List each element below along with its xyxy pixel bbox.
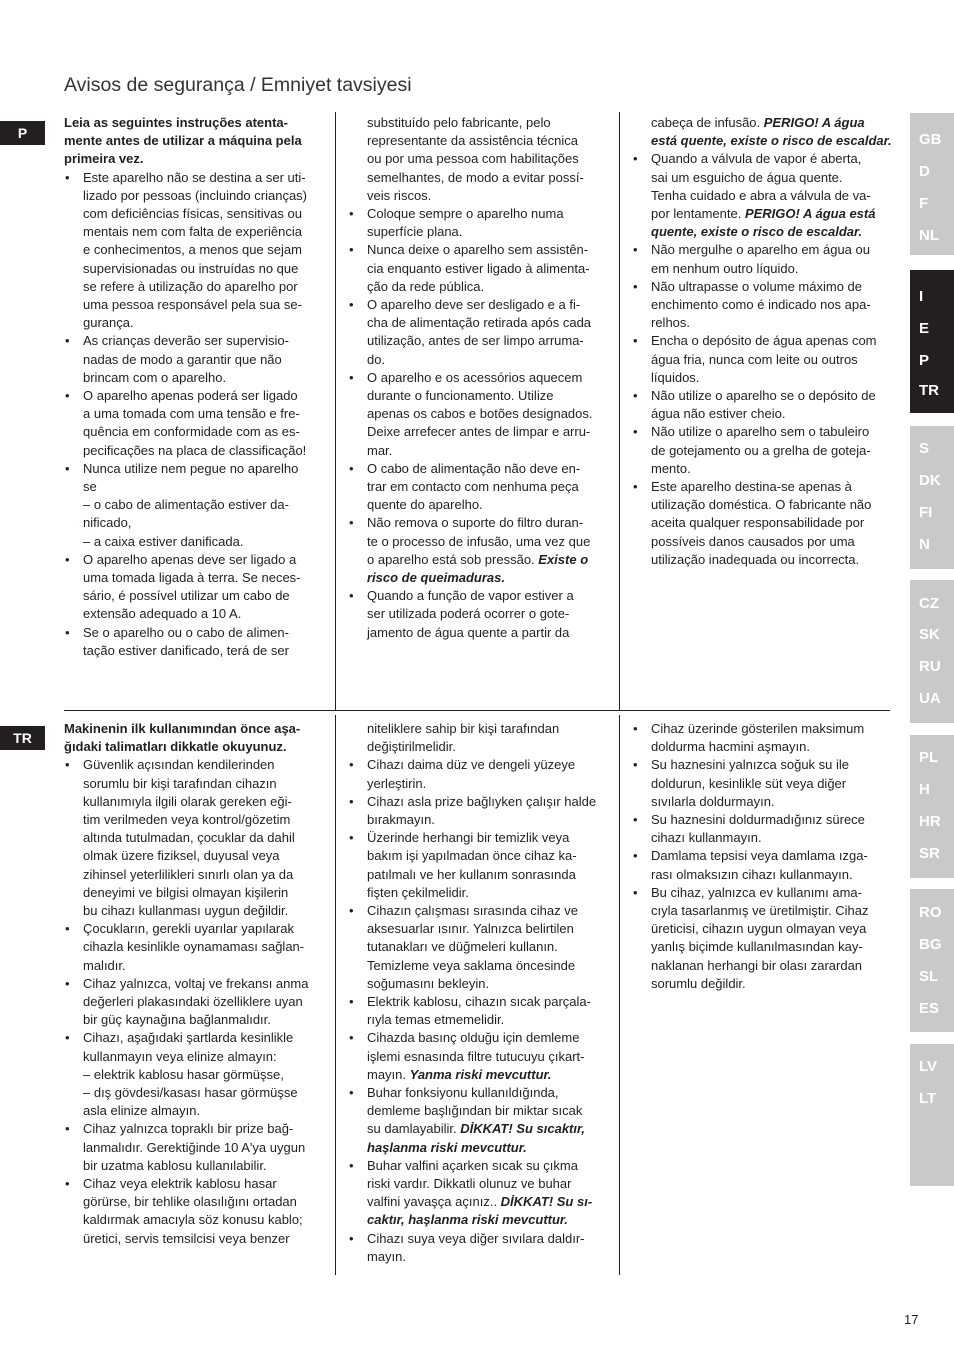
list-item xyxy=(348,1029,610,1084)
lang-item-bg[interactable]: BG xyxy=(919,936,942,953)
list-item: • Não utilize o aparelho sem o tabuleiro de gotejamento ou a grelha de goteja- mento. xyxy=(632,423,894,478)
lang-item-d[interactable]: D xyxy=(919,163,930,180)
list-item: • O aparelho e os acessórios aquecem durante o funcionamento. Utilize apenas os cabos e botões designados. Deixe arrefecer antes de limpar e arru- mar. xyxy=(348,369,610,460)
lang-item-dk[interactable]: DK xyxy=(919,472,941,489)
column-divider xyxy=(335,112,336,710)
lang-item-s[interactable]: S xyxy=(919,440,930,457)
list-item: • Nunca deixe o aparelho sem assistên- cia enquanto estiver ligado à alimenta- ção da rede pública. xyxy=(348,241,610,296)
language-group-5 xyxy=(910,735,954,878)
item-text: Não remova o suporte do filtro duran- te o processo de infusão, uma vez que o aparelho está sob pressão. xyxy=(367,515,591,567)
lang-item-tr[interactable]: TR xyxy=(919,382,939,399)
lang-item-sr[interactable]: SR xyxy=(919,845,940,862)
language-group-1 xyxy=(910,113,954,255)
list-item: • O aparelho deve ser desligado e a fi- cha de alimentação retirada após cada utilização, antes de ser limpo arruma- do. xyxy=(348,296,610,369)
list-item xyxy=(348,514,610,587)
lang-item-es[interactable]: ES xyxy=(919,1000,940,1017)
list-item: • Su haznesini doldurmadığınız sürece cihazı kullanmayın. xyxy=(632,811,894,847)
p-column-2 xyxy=(348,114,610,642)
tr-intro: Makinenin ilk kullanımından önce aşa- ğıdaki talimatları dikkatle okuyunuz. xyxy=(64,721,301,755)
list-item: • Elektrik kablosu, cihazın sıcak parçala- rıyla temas etmemelidir. xyxy=(348,993,610,1029)
list-item: • Cihaz yalnızca topraklı bir prize bağ- lanmalıdır. Gerektiğinde 10 A'ya uygun bir uzatma kablosu kullanılabilir. xyxy=(64,1120,326,1175)
language-group-7 xyxy=(910,1044,954,1186)
list-item: • Cihaz veya elektrik kablosu hasar görürse, bir tehlike olasılığını ortadan kaldırmak amacıyla söz konusu kablo; üretici, servis temsilcisi veya benzer xyxy=(64,1175,326,1248)
item-text: Quando a válvula de vapor é aberta, sai um esguicho de água quente. Tenha cuidado e abra a válvula de va- por lentamente. xyxy=(651,151,871,222)
list-item: • Cihazı daima düz ve dengeli yüzeye yerleştirin. xyxy=(348,756,610,792)
warning-text: PERIGO! A água está quente, existe o risco de escaldar. xyxy=(651,115,892,149)
list-item: • Encha o depósito de água apenas com água fria, nunca com leite ou outros líquidos. xyxy=(632,332,894,387)
list-item: • O aparelho apenas poderá ser ligado a uma tomada com uma tensão e fre- quência em conformidade com as es- pecificações na placa de classificação! xyxy=(64,387,326,460)
list-item xyxy=(348,1084,610,1157)
item-text: Buhar valfini açarken sıcak su çıkma riski vardır. Dikkatli olunuz ve buhar valfini yavaşça açınız.. xyxy=(367,1157,578,1210)
lang-item-h[interactable]: H xyxy=(919,781,930,798)
page-number: 17 xyxy=(904,1312,919,1327)
list-item: • Cihazı asla prize bağlıyken çalışır halde bırakmayın. xyxy=(348,793,610,829)
lang-item-e[interactable]: E xyxy=(919,320,930,337)
lang-item-gb[interactable]: GB xyxy=(919,131,942,148)
language-group-3 xyxy=(910,426,954,569)
list-item-continued: substituído pelo fabricante, pelo representante da assistência técnica ou por uma pessoa com habilitações semelhantes, de modo a evitar possí- veis riscos. xyxy=(367,115,584,203)
warning-text: Yanma riski mevcuttur. xyxy=(409,1066,552,1082)
warning-text: Existe o risco de queimaduras. xyxy=(367,551,589,586)
column-divider xyxy=(619,112,620,710)
lang-item-n[interactable]: N xyxy=(919,536,930,553)
list-item: • Cihaz yalnızca, voltaj ve frekansı anma değerleri plakasındaki özelliklere uyan bir güç kaynağına bağlanmalıdır. xyxy=(64,975,326,1030)
list-item: • Não utilize o aparelho se o depósito de água não estiver cheio. xyxy=(632,387,894,423)
column-divider xyxy=(335,715,336,1275)
list-item: • Bu cihaz, yalnızca ev kullanımı ama- cıyla tasarlanmış ve üretilmiştir. Cihaz üreticisi, cihazın uygun olmayan veya yanlış biçimde kullanılmasından kay- naklanan herhangi bir olası zarardan sorumlu değildir. xyxy=(632,884,894,993)
lang-item-hr[interactable]: HR xyxy=(919,813,941,830)
lang-item-ru[interactable]: RU xyxy=(919,658,941,675)
lang-item-lt[interactable]: LT xyxy=(919,1090,937,1107)
page-title: Avisos de segurança / Emniyet tavsiyesi xyxy=(64,74,412,96)
warning-text: PERIGO! A água está quente, existe o risco de escaldar. xyxy=(651,206,876,240)
list-item: • Nunca utilize nem pegue no aparelho se – o cabo de alimentação estiver da- nificado, – a caixa estiver danificada. xyxy=(64,460,326,551)
list-item xyxy=(632,150,894,241)
lang-item-pl[interactable]: PL xyxy=(919,749,939,766)
list-item xyxy=(348,1157,610,1230)
section-badge-p: P xyxy=(0,121,45,145)
lang-item-cz[interactable]: CZ xyxy=(919,595,939,612)
list-item: • Este aparelho destina-se apenas à utilização doméstica. O fabricante não aceita qualquer responsabilidade por possíveis danos causados por uma utilização inadequada ou incorrecta. xyxy=(632,478,894,569)
column-divider xyxy=(619,715,620,1275)
language-group-4 xyxy=(910,580,954,723)
list-item-continued xyxy=(632,114,894,150)
list-item: • Não ultrapasse o volume máximo de enchimento como é indicado nos apa- relhos. xyxy=(632,278,894,333)
language-group-6 xyxy=(910,889,954,1032)
lang-item-ua[interactable]: UA xyxy=(919,690,941,707)
p-column-1 xyxy=(64,114,326,660)
list-item: • O cabo de alimentação não deve en- trar em contacto com nenhuma peça quente do aparelho. xyxy=(348,460,610,515)
list-item: • O aparelho apenas deve ser ligado a uma tomada ligada à terra. Se neces- sário, é possível utilizar um cabo de extensão adequado a 10 A. xyxy=(64,551,326,624)
list-item: • Cihaz üzerinde gösterilen maksimum doldurma hacmini aşmayın. xyxy=(632,720,894,756)
list-item: • Damlama tepsisi veya damlama ızga- rası olmaksızın cihazı kullanmayın. xyxy=(632,847,894,883)
tr-column-2 xyxy=(348,720,610,1266)
lang-item-p[interactable]: P xyxy=(919,352,930,369)
lang-item-i[interactable]: I xyxy=(919,288,924,305)
list-item: • Quando a função de vapor estiver a ser utilizada poderá ocorrer o gote- jamento de água quente a partir da xyxy=(348,587,610,642)
list-item: • Güvenlik açısından kendilerinden sorumlu bir kişi tarafından cihazın kullanımıyla ilgili olarak gereken eği- tim verilmeden veya kontrol/gözetim altında tutulmadan, çocuklar da dahil olmak üzere fiziksel, duyusal veya zihinsel yeterlilikleri sınırlı olan ya da deneyimi ve bilgisi olmayan kişilerin bu cihazı kullanması uygun değildir. xyxy=(64,756,326,920)
list-item: • Cihazın çalışması sırasında cihaz ve aksesuarlar ısınır. Yalnızca belirtilen tutanakları ve düğmeleri kullanın. Temizleme veya saklama öncesinde soğumasını bekleyin. xyxy=(348,902,610,993)
list-item: • Este aparelho não se destina a ser uti- lizado por pessoas (incluindo crianças) com deficiências físicas, sensitivas ou mentais nem com falta de experiência e conhecimentos, a menos que sejam supervisionadas ou instruídas no que se refere à utilização do aparelho por uma pessoa responsável pela sua se- gurança. xyxy=(64,169,326,333)
section-badge-tr: TR xyxy=(0,726,45,750)
lang-item-lv[interactable]: LV xyxy=(919,1058,938,1075)
list-item-continued: niteliklere sahip bir kişi tarafından değiştirilmelidir. xyxy=(367,721,560,755)
section-divider xyxy=(64,710,890,711)
p-intro: Leia as seguintes instruções atenta- mente antes de utilizar a máquina pela primeira vez. xyxy=(64,115,302,167)
item-text: Buhar fonksiyonu kullanıldığında, demleme başlığından bir miktar sıcak su damlayabilir. xyxy=(367,1085,583,1137)
warning-text: DİKKAT! Su sı- caktır, haşlanma riski mevcuttur. xyxy=(367,1194,593,1228)
lang-item-sl[interactable]: SL xyxy=(919,968,939,985)
warning-text: DİKKAT! Su sıcaktır, haşlanma riski mevcuttur. xyxy=(367,1121,585,1155)
list-item: • Cihazı suya veya diğer sıvılara daldır- mayın. xyxy=(348,1230,610,1266)
list-item: • Cihazı, aşağıdaki şartlarda kesinlikle kullanmayın veya elinize almayın: – elektrik kablosu hasar görmüşse, – dış gövdesi/kasası hasar görmüşse asla elinize almayın. xyxy=(64,1029,326,1120)
language-group-2 xyxy=(910,270,954,413)
item-text: cabeça de infusão. xyxy=(651,115,764,130)
list-item: • Não mergulhe o aparelho em água ou em nenhum outro líquido. xyxy=(632,241,894,277)
item-text: Cihazda basınç olduğu için demleme işlemi esnasında filtre tutucuyu çıkart- mayın. xyxy=(367,1030,585,1082)
list-item: • Se o aparelho ou o cabo de alimen- tação estiver danificado, terá de ser xyxy=(64,624,326,660)
tr-column-1 xyxy=(64,720,326,1248)
lang-item-ro[interactable]: RO xyxy=(919,904,942,921)
p-column-3 xyxy=(632,114,894,569)
lang-item-f[interactable]: F xyxy=(919,195,929,212)
list-item: • Çocukların, gerekli uyarılar yapılarak cihazla kesinlikle oynamaması sağlan- malıdır. xyxy=(64,920,326,975)
list-item: • Coloque sempre o aparelho numa superfície plana. xyxy=(348,205,610,241)
list-item: • As crianças deverão ser supervisio- nadas de modo a garantir que não brincam com o aparelho. xyxy=(64,332,326,387)
lang-item-nl[interactable]: NL xyxy=(919,227,939,244)
list-item: • Üzerinde herhangi bir temizlik veya bakım işi yapılmadan önce cihaz ka- patılmalı ve her kullanım sonrasında fişten çekilmelidir. xyxy=(348,829,610,902)
lang-item-fi[interactable]: FI xyxy=(919,504,933,521)
tr-column-3 xyxy=(632,720,894,993)
lang-item-sk[interactable]: SK xyxy=(919,626,940,643)
list-item: • Su haznesini yalnızca soğuk su ile doldurun, kesinlikle süt veya diğer sıvılarla doldurmayın. xyxy=(632,756,894,811)
